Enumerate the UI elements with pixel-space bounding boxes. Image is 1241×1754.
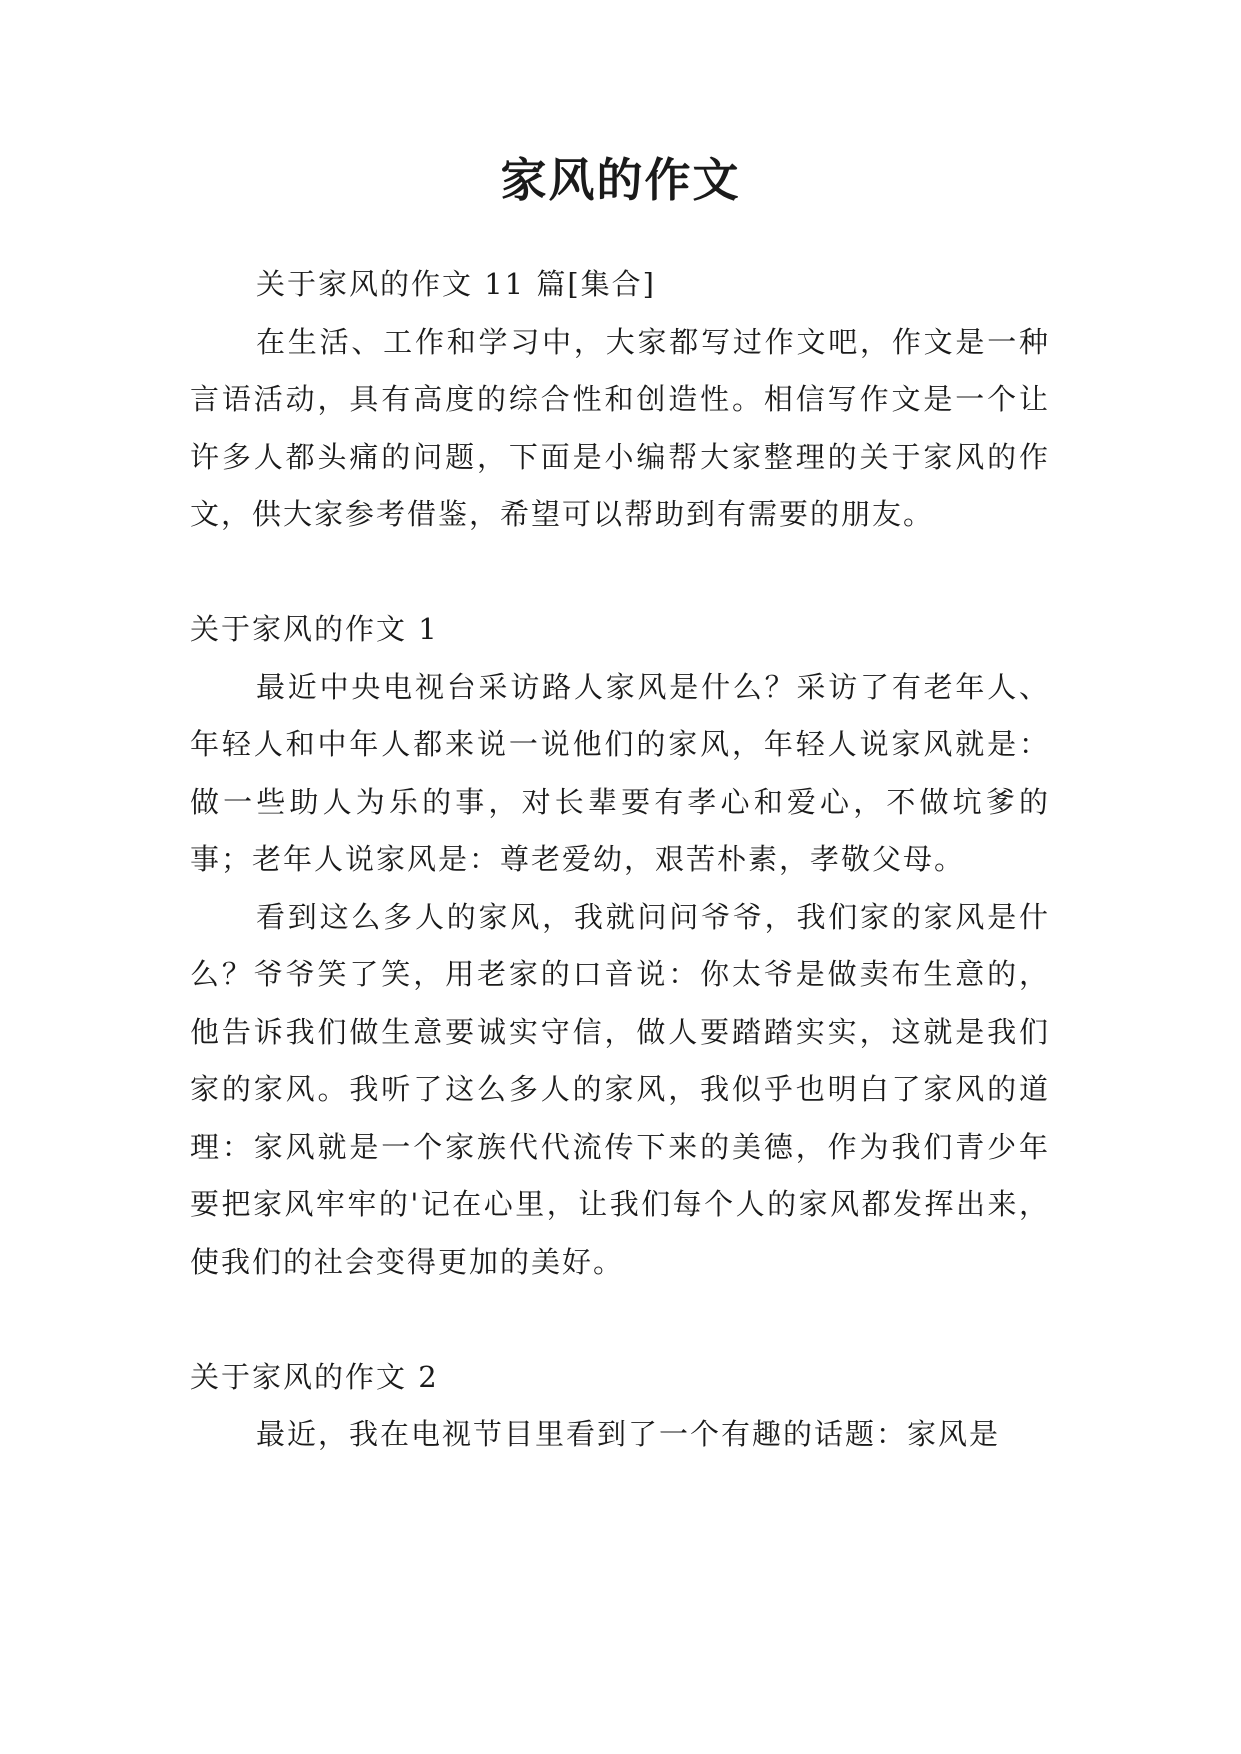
- document-body: [190, 256, 1050, 1464]
- section-1-paragraph-2: 看到这么多人的家风，我就问问爷爷，我们家的家风是什么？爷爷笑了笑，用老家的口音说：你太爷是做卖布生意的，他告诉我们做生意要诚实守信，做人要踏踏实实，这就是我们家的家风。我听了这么多人的家风，我似乎也明白了家风的道理：家风就是一个家族代代流传下来的美德，作为我们青少年要把家风牢牢的'记在心里，让我们每个人的家风都发挥出来，使我们的社会变得更加的美好。: [190, 899, 1050, 1279]
- section-1-paragraph-1: 最近中央电视台采访路人家风是什么？采访了有老年人、年轻人和中年人都来说一说他们的家风，年轻人说家风就是：做一些助人为乐的事，对长辈要有孝心和爱心，不做坑爹的事；老年人说家风是：尊老爱幼，艰苦朴素，孝敬父母。: [190, 669, 1050, 876]
- page-title: 家风的作文: [500, 153, 741, 207]
- section-spacer: [190, 1291, 1050, 1349]
- document-subtitle: 关于家风的作文 11 篇[集合]: [256, 267, 656, 301]
- section-heading-1: 关于家风的作文 1: [190, 612, 439, 646]
- section-heading-2: 关于家风的作文 2: [190, 1359, 439, 1394]
- section-2-paragraph-1: 最近，我在电视节目里看到了一个有趣的话题：家风是: [256, 1417, 1001, 1451]
- section-spacer: [190, 544, 1050, 602]
- intro-paragraph: 在生活、工作和学习中，大家都写过作文吧，作文是一种言语活动，具有高度的综合性和创造性。相信写作文是一个让许多人都头痛的问题，下面是小编帮大家整理的关于家风的作文，供大家参考借鉴，希望可以帮助到有需要的朋友。: [190, 324, 1050, 531]
